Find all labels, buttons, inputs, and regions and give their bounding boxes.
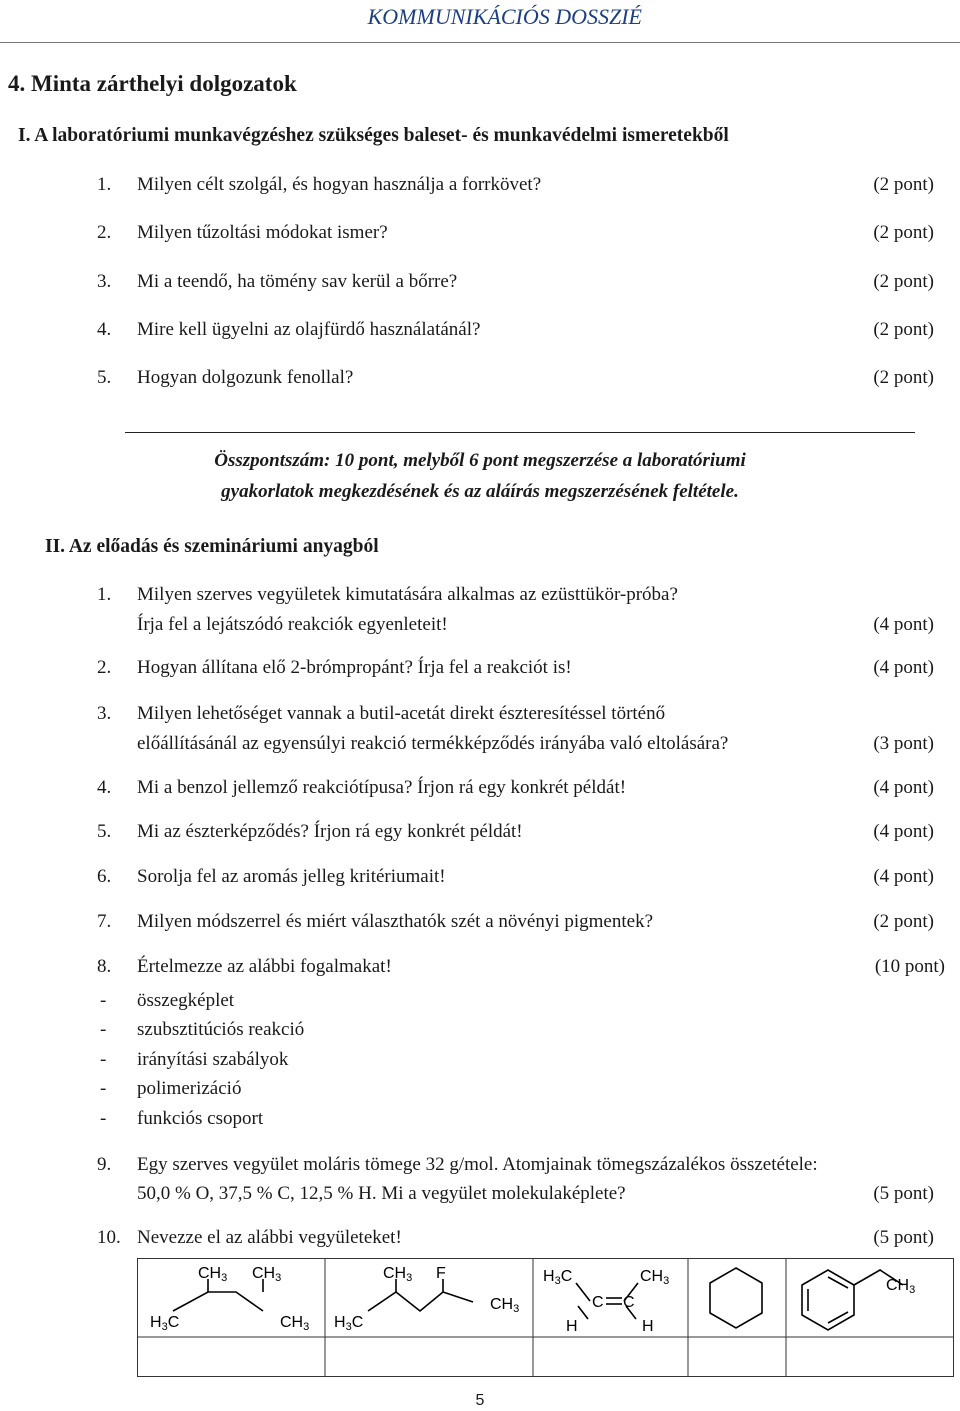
page-number: 5 [475, 1392, 485, 1409]
structure-2-ch3-label: CH3 [383, 1265, 413, 1284]
structures-svg [138, 1259, 953, 1376]
part2-q7-number: 7. [97, 911, 112, 932]
structure-5-aromatic-bond [828, 1312, 848, 1323]
summary-line-2: gyakorlatok megkezdésének és az aláírás megszerzésének feltétele. [221, 481, 739, 502]
summary-line-1: Összpontszám: 10 pont, melyből 6 pont megszerzése a laboratóriumi [214, 450, 746, 471]
part1-q1-text: Milyen célt szolgál, és hogyan használja a forrkövet? [137, 174, 542, 195]
structure-5-benzene-ring [802, 1270, 854, 1330]
structure-1-ch3-label: CH3 [198, 1265, 228, 1284]
structure-2-ch3-label: CH3 [490, 1296, 520, 1315]
structure-3-bond [578, 1306, 588, 1319]
structure-3-bond [576, 1283, 590, 1301]
part2-q10-number: 10. [97, 1227, 121, 1248]
part2-q1-line2: Írja fel a lejátszódó reakciók egyenleteit! [137, 614, 448, 635]
part2-q6-line1: Sorolja fel az aromás jelleg kritériumait! [137, 866, 446, 887]
structure-1-backbone [173, 1292, 263, 1311]
part1-q5-number: 5. [97, 367, 112, 388]
part2-q5-line1: Mi az észterképződés? Írjon rá egy konkrét példát! [137, 821, 523, 842]
structure-3-ch3-label: CH3 [640, 1268, 670, 1287]
part2-q7-line1: Milyen módszerrel és miért választhatók szét a növényi pigmentek? [137, 911, 653, 932]
part2-q9-line2: 50,0 % O, 37,5 % C, 12,5 % H. Mi a vegyület molekulaképlete? [137, 1183, 626, 1204]
part2-q6-points: (4 pont) [873, 866, 934, 887]
structure-3-h-label: H [642, 1318, 654, 1335]
concept-dash: - [100, 990, 107, 1011]
structure-2-backbone [368, 1292, 473, 1311]
part2-q9-line1: Egy szerves vegyület moláris tömege 32 g/mol. Atomjainak tömegszázalékos összetétele: [137, 1154, 818, 1175]
part2-q3-line2: előállításánál az egyensúlyi reakció termékképződés irányába való eltolására? [137, 733, 729, 754]
structure-3-h-label: H [566, 1318, 578, 1335]
part2-q9-points: (5 pont) [873, 1183, 934, 1204]
part2-q7-points: (2 pont) [873, 911, 934, 932]
part1-q2-number: 2. [97, 222, 112, 243]
part1-q3-points: (2 pont) [873, 271, 934, 292]
concept-item: funkciós csoport [137, 1108, 264, 1129]
part1-q3-text: Mi a teendő, ha tömény sav kerül a bőrre? [137, 271, 458, 292]
structure-1 [173, 1279, 263, 1311]
structure-4-cyclohexane [710, 1268, 762, 1328]
part2-q2-number: 2. [97, 657, 112, 678]
structure-2 [368, 1279, 473, 1311]
concept-item: összegképlet [137, 990, 235, 1011]
part2-q6-number: 6. [97, 866, 112, 887]
part2-q2-line1: Hogyan állítana elő 2-brómpropánt? Írja fel a reakciót is! [137, 657, 572, 678]
part2-q3-line1: Milyen lehetőséget vannak a butil-acetát direkt észteresítéssel történő [137, 703, 666, 724]
part1-q4-number: 4. [97, 319, 112, 340]
part2-q4-line1: Mi a benzol jellemző reakciótípusa? Írjon rá egy konkrét példát! [137, 777, 627, 798]
part2-q8-line1: Értelmezze az alábbi fogalmakat! [137, 956, 392, 977]
part2-q5-number: 5. [97, 821, 112, 842]
part1-q5-text: Hogyan dolgozunk fenollal? [137, 367, 354, 388]
part1-q3-number: 3. [97, 271, 112, 292]
part2-q9-number: 9. [97, 1154, 112, 1175]
part2-title: II. Az előadás és szemináriumi anyagból [45, 536, 379, 557]
part2-q8-number: 8. [97, 956, 112, 977]
part1-q2-text: Milyen tűzoltási módokat ismer? [137, 222, 388, 243]
part2-q2-points: (4 pont) [873, 657, 934, 678]
section-title: 4. Minta zárthelyi dolgozatok [8, 71, 297, 96]
structure-5-ch3-label: CH3 [886, 1277, 916, 1296]
part1-q4-text: Mire kell ügyelni az olajfürdő használatánál? [137, 319, 481, 340]
structure-1-ch3-label: CH3 [252, 1265, 282, 1284]
part2-q8-points: (10 pont) [874, 956, 945, 977]
part2-q4-points: (4 pont) [873, 777, 934, 798]
document-header-title: KOMMUNIKÁCIÓS DOSSZIÉ [367, 4, 642, 29]
structure-2-f-label: F [436, 1265, 446, 1282]
part1-q5-points: (2 pont) [873, 367, 934, 388]
structure-3-c-right: C [623, 1294, 635, 1311]
part2-q1-points: (4 pont) [873, 614, 934, 635]
structure-5-aromatic-bond [828, 1277, 848, 1288]
part2-q10-points: (5 pont) [873, 1227, 934, 1248]
separator-line [125, 432, 915, 433]
concept-dash: - [100, 1049, 107, 1070]
part1-q4-points: (2 pont) [873, 319, 934, 340]
part2-q4-number: 4. [97, 777, 112, 798]
structure-1-h3c-label: H3C [150, 1314, 180, 1333]
part1-title: I. A laboratóriumi munkavégzéshez szükséges baleset- és munkavédelmi ismeretekből [18, 125, 729, 146]
concept-dash: - [100, 1078, 107, 1099]
concept-dash: - [100, 1019, 107, 1040]
part1-q1-points: (2 pont) [873, 174, 934, 195]
part2-q1-number: 1. [97, 584, 112, 605]
part2-q1-line1: Milyen szerves vegyületek kimutatására alkalmas az ezüsttükör-próba? [137, 584, 678, 605]
concept-item: polimerizáció [137, 1078, 242, 1099]
part2-q5-points: (4 pont) [873, 821, 934, 842]
concept-item: irányítási szabályok [137, 1049, 289, 1070]
part1-q1-number: 1. [97, 174, 112, 195]
structure-3-h3c-label: H3C [543, 1268, 573, 1287]
part1-q2-points: (2 pont) [873, 222, 934, 243]
structures-table [137, 1258, 954, 1377]
concept-item: szubsztitúciós reakció [137, 1019, 305, 1040]
structure-2-h3c-label: H3C [334, 1314, 364, 1333]
header-divider [0, 42, 960, 43]
concept-dash: - [100, 1108, 107, 1129]
part2-q3-points: (3 pont) [873, 733, 934, 754]
part2-q3-number: 3. [97, 703, 112, 724]
structure-1-ch3-label: CH3 [280, 1314, 310, 1333]
part2-q10-line1: Nevezze el az alábbi vegyületeket! [137, 1227, 402, 1248]
structure-3-c-left: C [592, 1294, 604, 1311]
